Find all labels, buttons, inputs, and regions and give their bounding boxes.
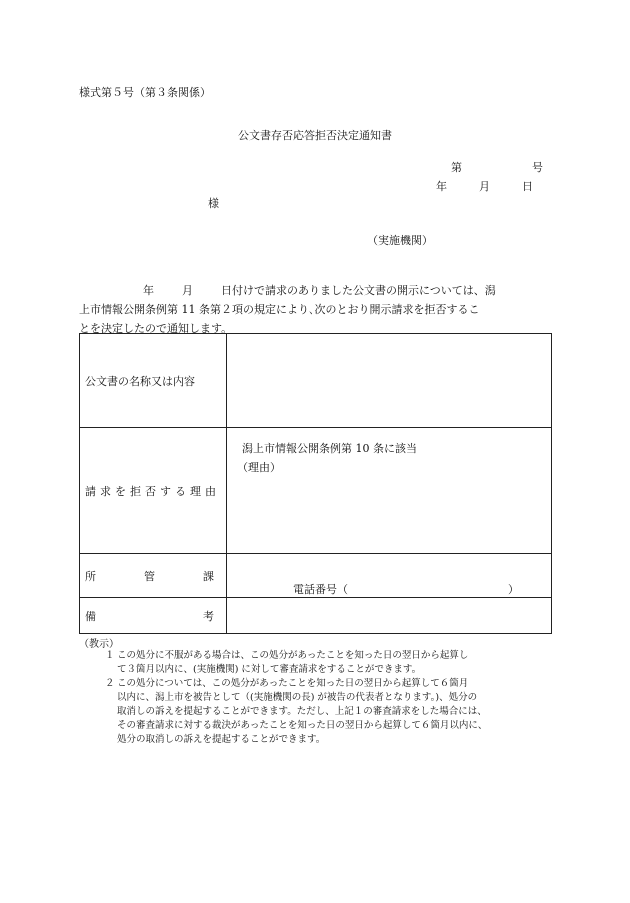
document-title: 公文書存否応答拒否決定通知書 xyxy=(238,129,392,142)
body-line-3: とを決定したので通知します。 xyxy=(79,322,233,335)
reason-clause: 潟上市情報公開条例第 10 条に該当 xyxy=(242,442,417,455)
notice-body xyxy=(79,281,551,338)
body-line-2: 上市情報公開条例第 11 条第２項の規定により､次のとおり開示請求を拒否するこ xyxy=(79,303,480,316)
body-year: 年 xyxy=(143,284,154,297)
date-month: 月 xyxy=(479,180,490,193)
refusal-reason-label: 請求を拒否する理由 xyxy=(80,428,227,554)
table-row-document xyxy=(80,334,552,428)
note-item-2: ２ この処分については、この処分があったことを知った日の翌日から起算して６箇月 以内に、潟上市を被告として（(実施機関の長) が被告の代表者となります。)、処分の 取消しの訴えを提起することができます。ただし、上記１の審査請求をした場合には、 その審査請求に対する裁決があったことを知った日の翌日から起算して６箇月以内に、 処分の取消しの訴えを提起することができます。 xyxy=(105,678,488,745)
instruction-heading: （教示） xyxy=(79,639,119,650)
addressee-suffix: 様 xyxy=(208,197,219,210)
refusal-reason-value xyxy=(227,428,552,554)
body-month: 月 xyxy=(182,284,193,297)
document-name-value xyxy=(227,334,552,428)
body-line-1 xyxy=(79,281,551,300)
note-item-1: １ この処分に不服がある場合は、この処分があったことを知った日の翌日から起算し て３箇月以内に、(実施機関) に対して審査請求をすることができます。 xyxy=(105,650,469,675)
body-line1-text: 日付けで請求のありました公文書の開示については、潟 xyxy=(221,284,496,297)
remarks-label: 備 考 xyxy=(80,598,227,634)
table-row-department xyxy=(80,554,552,598)
remarks-value xyxy=(227,598,552,634)
form-number-label: 様式第５号（第３条関係） xyxy=(79,86,211,99)
document-name-label: 公文書の名称又は内容 xyxy=(80,334,227,428)
phone-number-field: 電話番号（ ） xyxy=(293,583,519,596)
number-suffix: 号 xyxy=(532,161,543,174)
number-prefix: 第 xyxy=(451,161,462,174)
reason-heading: （理由） xyxy=(237,461,281,474)
instruction-notes xyxy=(79,649,559,747)
document-number-line xyxy=(451,159,543,175)
date-year: 年 xyxy=(436,180,447,193)
table-row-reason xyxy=(80,428,552,554)
issuing-agency: （実施機関） xyxy=(367,234,433,247)
date-line xyxy=(436,178,533,194)
decision-table xyxy=(79,333,552,634)
date-day: 日 xyxy=(522,180,533,193)
table-row-remarks xyxy=(80,598,552,634)
department-value xyxy=(227,554,552,598)
department-label: 所 管 課 xyxy=(80,554,227,598)
